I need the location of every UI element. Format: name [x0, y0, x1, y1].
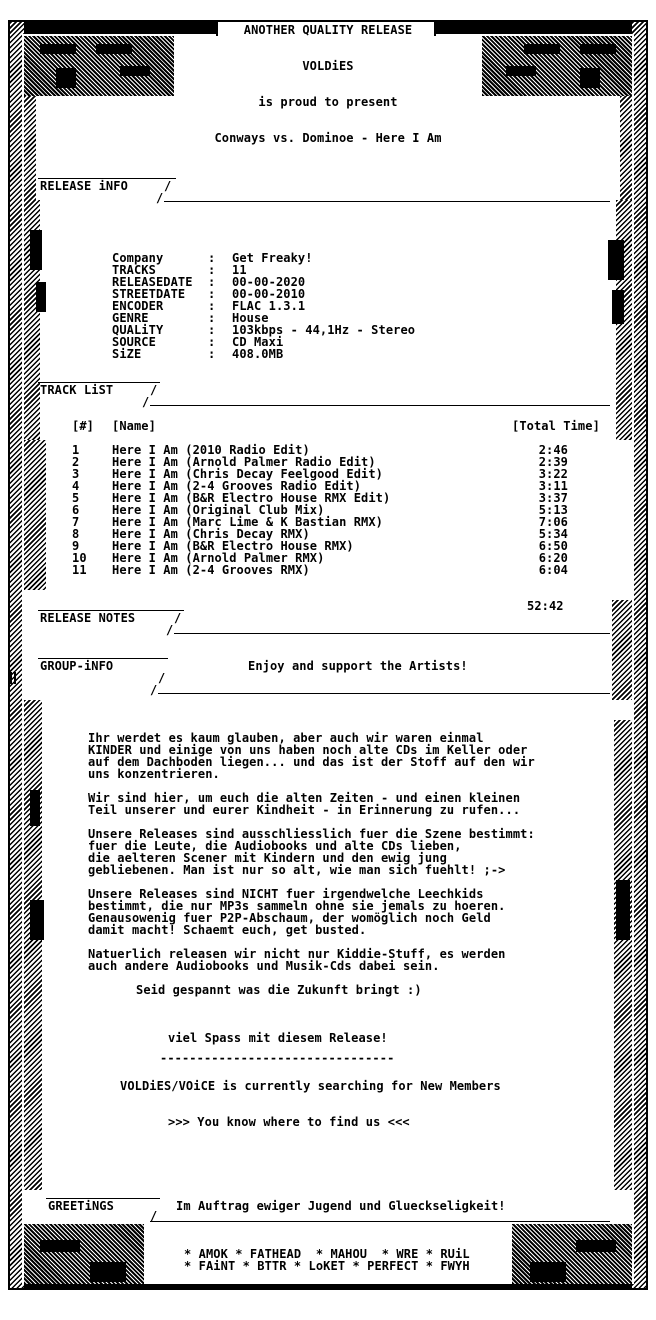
section-slash: / [150, 683, 158, 697]
info-field-value: 00-00-2010 [232, 287, 306, 301]
info-field-value: CD Maxi [232, 335, 284, 349]
track-col-name: [Name] [112, 419, 156, 433]
info-field-separator: : [208, 251, 216, 265]
ornament-side-right [620, 96, 632, 216]
group-info-text-line: auf dem Dachboden liegen... und das ist der Stoff auf den wir [88, 755, 535, 769]
frame-hatch-right [632, 22, 646, 1288]
section-heading-greetings: GREETiNGS [48, 1199, 114, 1213]
section-rule [164, 201, 610, 202]
ornament-bottom-right-block [576, 1240, 616, 1252]
ornament-side-left [24, 96, 36, 216]
track-name: Here I Am (Marc Lime & K Bastian RMX) [112, 515, 384, 529]
track-name: Here I Am (Chris Decay RMX) [112, 527, 310, 541]
info-field-separator: : [208, 275, 216, 289]
greetings-line-2: * FAiNT * BTTR * LoKET * PERFECT * FWYH [184, 1259, 470, 1273]
recruit-line: VOLDiES/VOiCE is currently searching for New Members [120, 1079, 501, 1093]
info-field-separator: : [208, 323, 216, 337]
info-field-key: QUALiTY [112, 323, 164, 337]
track-time: 6:04 [538, 563, 568, 577]
track-name: Here I Am (Chris Decay Feelgood Edit) [112, 467, 384, 481]
info-field-key: GENRE [112, 311, 149, 325]
group-info-text-line: uns konzentrieren. [88, 767, 220, 781]
section-heading-group-info: GROUP-iNFO [40, 659, 114, 673]
info-field-key: STREETDATE [112, 287, 186, 301]
info-field-value: House [232, 311, 269, 325]
track-time: 5:34 [538, 527, 568, 541]
info-field-separator: : [208, 299, 216, 313]
section-slash: / [156, 191, 164, 205]
group-info-text-line: die aelteren Scener mit Kindern und den ewig jung [88, 851, 447, 865]
greetings-tagline: Im Auftrag ewiger Jugend und Glueckseligkeit! [176, 1199, 506, 1213]
section-rule [150, 1221, 610, 1222]
group-info-text-line: Unsere Releases sind ausschliesslich fuer die Szene bestimmt: [88, 827, 535, 841]
info-field-separator: : [208, 287, 216, 301]
track-time: 2:39 [538, 455, 568, 469]
ornament-top-left-block [96, 44, 132, 54]
section-slash: / [150, 383, 158, 397]
track-time: 5:13 [538, 503, 568, 517]
info-field-key: SOURCE [112, 335, 156, 349]
side-block-left [36, 282, 46, 312]
track-time: 6:50 [538, 539, 568, 553]
track-col-time: [Total Time] [512, 419, 600, 433]
track-number: 1 [72, 443, 80, 457]
track-number: 9 [72, 539, 80, 553]
track-number: 8 [72, 527, 80, 541]
side-block-right [616, 880, 630, 940]
info-field-separator: : [208, 311, 216, 325]
info-field-value: 103kbps - 44,1Hz - Stereo [232, 323, 416, 337]
group-info-text-line: fuer die Leute, die Audiobooks und alte CDs lieben, [88, 839, 462, 853]
section-slash: / [158, 671, 166, 685]
info-field-value: 00-00-2020 [232, 275, 306, 289]
group-info-text-line: bestimmt, die nur MP3s sammeln ohne sie jemals zu hoeren. [88, 899, 506, 913]
track-number: 2 [72, 455, 80, 469]
track-name: Here I Am (B&R Electro House RMX) [112, 539, 354, 553]
section-heading-release-info: RELEASE iNFO [40, 179, 128, 193]
info-field-key: ENCODER [112, 299, 164, 313]
track-name: Here I Am (2-4 Grooves Radio Edit) [112, 479, 362, 493]
group-name: VOLDiES [302, 59, 354, 73]
ornament-top-left-block [40, 44, 76, 54]
track-name: Here I Am (2-4 Grooves RMX) [112, 563, 310, 577]
release-title: Conways vs. Dominoe - Here I Am [214, 131, 442, 145]
group-info-text-line: damit macht! Schaemt euch, get busted. [88, 923, 367, 937]
banner-title: ANOTHER QUALITY RELEASE [243, 23, 413, 37]
track-number: 4 [72, 479, 80, 493]
cursor-mark [10, 672, 12, 684]
group-info-text-line: Ihr werdet es kaum glauben, aber auch wir waren einmal [88, 731, 484, 745]
info-field-key: SiZE [112, 347, 142, 361]
section-rule [158, 693, 610, 694]
spass-line: viel Spass mit diesem Release! [168, 1031, 388, 1045]
side-hatch-right [612, 600, 632, 700]
group-info-text-line: Genausowenig fuer P2P-Abschaum, der womöglich noch Geld [88, 911, 491, 925]
track-number: 5 [72, 491, 80, 505]
section-rule [174, 633, 610, 634]
ornament-top-right-block [524, 44, 560, 54]
info-field-key: RELEASEDATE [112, 275, 193, 289]
cursor-mark [14, 672, 16, 684]
track-number: 3 [72, 467, 80, 481]
ornament-bottom-left-block [40, 1240, 80, 1252]
side-hatch-right [614, 720, 632, 1190]
group-info-text-line: Teil unserer und eurer Kindheit - in Erinnerung zu rufen... [88, 803, 521, 817]
info-field-value: 408.0MB [232, 347, 284, 361]
side-block-left [30, 230, 42, 270]
track-time: 7:06 [538, 515, 568, 529]
side-block-left [30, 790, 40, 826]
track-time: 2:46 [538, 443, 568, 457]
info-field-separator: : [208, 347, 216, 361]
info-field-separator: : [208, 263, 216, 277]
proud-line: is proud to present [258, 95, 398, 109]
section-heading-release-notes: RELEASE NOTES [40, 611, 136, 625]
info-field-value: Get Freaky! [232, 251, 313, 265]
track-time: 3:11 [538, 479, 568, 493]
section-slash: / [150, 1209, 158, 1223]
side-hatch-left [24, 700, 42, 1190]
group-tagline: Enjoy and support the Artists! [248, 659, 468, 673]
track-total-time: 52:42 [527, 599, 564, 613]
section-slash: / [142, 395, 150, 409]
track-time: 3:37 [538, 491, 568, 505]
track-number: 10 [72, 551, 87, 565]
track-col-number: [#] [72, 419, 94, 433]
track-name: Here I Am (Arnold Palmer RMX) [112, 551, 325, 565]
track-time: 3:22 [538, 467, 568, 481]
side-block-right [612, 290, 624, 324]
group-info-text-line: Unsere Releases sind NICHT fuer irgendwelche Leechkids [88, 887, 484, 901]
track-number: 11 [72, 563, 87, 577]
group-info-text-line: gebliebenen. Man ist nur so alt, wie man sich fuehlt! ;-> [88, 863, 506, 877]
ornament-bottom-left [24, 1224, 144, 1284]
future-line: Seid gespannt was die Zukunft bringt :) [136, 983, 422, 997]
info-field-key: Company [112, 251, 164, 265]
track-name: Here I Am (Original Club Mix) [112, 503, 325, 517]
section-rule [150, 405, 610, 406]
find-us-line: >>> You know where to find us <<< [168, 1115, 410, 1129]
group-info-text-line: Natuerlich releasen wir nicht nur Kiddie-Stuff, es werden [88, 947, 506, 961]
track-number: 6 [72, 503, 80, 517]
greetings-line-1: * AMOK * FATHEAD * MAHOU * WRE * RUiL [184, 1247, 470, 1261]
side-hatch-left [24, 440, 46, 590]
track-name: Here I Am (B&R Electro House RMX Edit) [112, 491, 391, 505]
track-name: Here I Am (Arnold Palmer Radio Edit) [112, 455, 376, 469]
info-field-value: 11 [232, 263, 247, 277]
info-field-key: TRACKS [112, 263, 156, 277]
section-slash: / [164, 179, 172, 193]
section-slash: / [166, 623, 174, 637]
divider-line: -------------------------------- [160, 1051, 395, 1065]
info-field-separator: : [208, 335, 216, 349]
track-time: 6:20 [538, 551, 568, 565]
group-info-text-line: KINDER und einige von uns haben noch alte CDs im Keller oder [88, 743, 528, 757]
track-number: 7 [72, 515, 80, 529]
side-block-left [30, 900, 44, 940]
ornament-bottom-left-block [90, 1262, 126, 1282]
track-name: Here I Am (2010 Radio Edit) [112, 443, 310, 457]
ornament-bottom-right-block [530, 1262, 566, 1282]
info-field-value: FLAC 1.3.1 [232, 299, 306, 313]
group-info-text-line: auch andere Audiobooks und Musik-Cds dabei sein. [88, 959, 440, 973]
section-slash: / [174, 611, 182, 625]
group-info-text-line: Wir sind hier, um euch die alten Zeiten - und einen kleinen [88, 791, 521, 805]
section-heading-track-list: TRACK LiST [40, 383, 114, 397]
ornament-top-right-block [580, 44, 616, 54]
side-block-right [608, 240, 624, 280]
